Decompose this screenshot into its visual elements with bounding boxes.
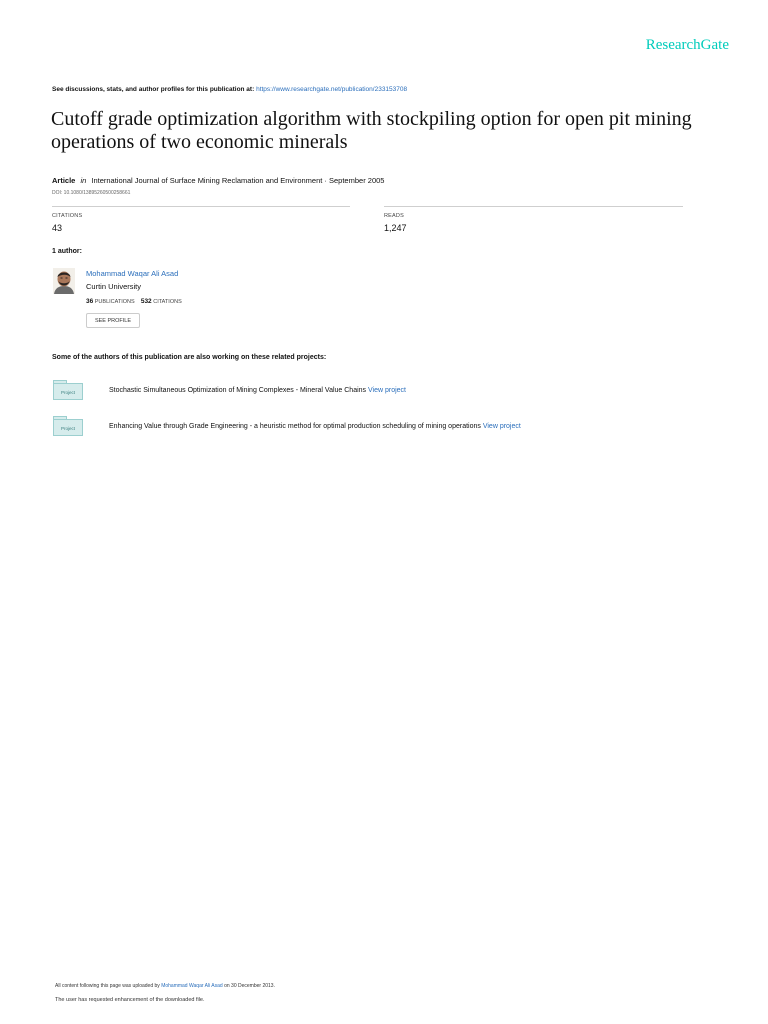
related-project-item <box>109 423 521 430</box>
citations-value: 43 <box>52 223 63 233</box>
uploader-link[interactable]: Mohammad Waqar Ali Asad <box>161 983 223 989</box>
authors-heading: 1 author: <box>52 248 82 255</box>
project-title: Enhancing Value through Grade Engineering - a heuristic method for optimal production scheduling of mining operations <box>109 423 481 430</box>
publication-title: Cutoff grade optimization algorithm with stockpiling option for open pit mining operations of two economic minerals <box>51 108 692 153</box>
author-citations-count: 532 <box>140 298 152 305</box>
author-stats <box>86 298 182 305</box>
author-avatar[interactable] <box>53 268 75 294</box>
reads-label: READS <box>384 213 404 219</box>
author-name-link[interactable]: Mohammad Waqar Ali Asad <box>86 269 179 278</box>
related-project-item <box>109 387 406 394</box>
view-project-link[interactable]: View project <box>482 423 521 430</box>
upload-note <box>55 983 275 989</box>
reads-divider <box>384 206 683 207</box>
journal-name[interactable]: International Journal of Surface Mining Reclamation and Environment · September 2005 <box>91 176 385 185</box>
researchgate-logo[interactable]: ResearchGate <box>645 37 729 53</box>
folder-label: Project <box>53 383 83 400</box>
author-publications-count: 36 <box>86 298 94 305</box>
doi-text: DOI: 10.1080/13895260500258661 <box>52 190 131 196</box>
discussions-line <box>52 86 407 93</box>
see-profile-button[interactable]: SEE PROFILE <box>86 313 140 328</box>
citations-divider <box>52 206 350 207</box>
view-project-link[interactable]: View project <box>368 387 407 394</box>
project-folder-icon <box>53 416 83 438</box>
project-title: Stochastic Simultaneous Optimization of Mining Complexes - Mineral Value Chains <box>109 387 367 394</box>
publication-meta <box>52 176 384 185</box>
publication-type: Article <box>52 176 76 185</box>
author-publications-label: PUBLICATIONS <box>94 299 135 305</box>
publication-in-word: in <box>80 176 87 185</box>
author-citations-label: CITATIONS <box>153 299 182 305</box>
folder-label: Project <box>53 419 83 436</box>
reads-value: 1,247 <box>384 223 407 233</box>
publication-url-link[interactable]: https://www.researchgate.net/publication/233153708 <box>256 86 408 93</box>
citations-label: CITATIONS <box>52 213 83 219</box>
upload-suffix: on 30 December 2013. <box>224 983 275 989</box>
related-projects-heading: Some of the authors of this publication are also working on these related projects: <box>52 354 327 361</box>
author-institution: Curtin University <box>86 282 142 291</box>
project-folder-icon <box>53 380 83 402</box>
upload-prefix: All content following this page was uploaded by <box>55 983 160 989</box>
discussions-text: See discussions, stats, and author profiles for this publication at: <box>52 86 255 93</box>
enhancement-note: The user has requested enhancement of the downloaded file. <box>55 997 205 1003</box>
